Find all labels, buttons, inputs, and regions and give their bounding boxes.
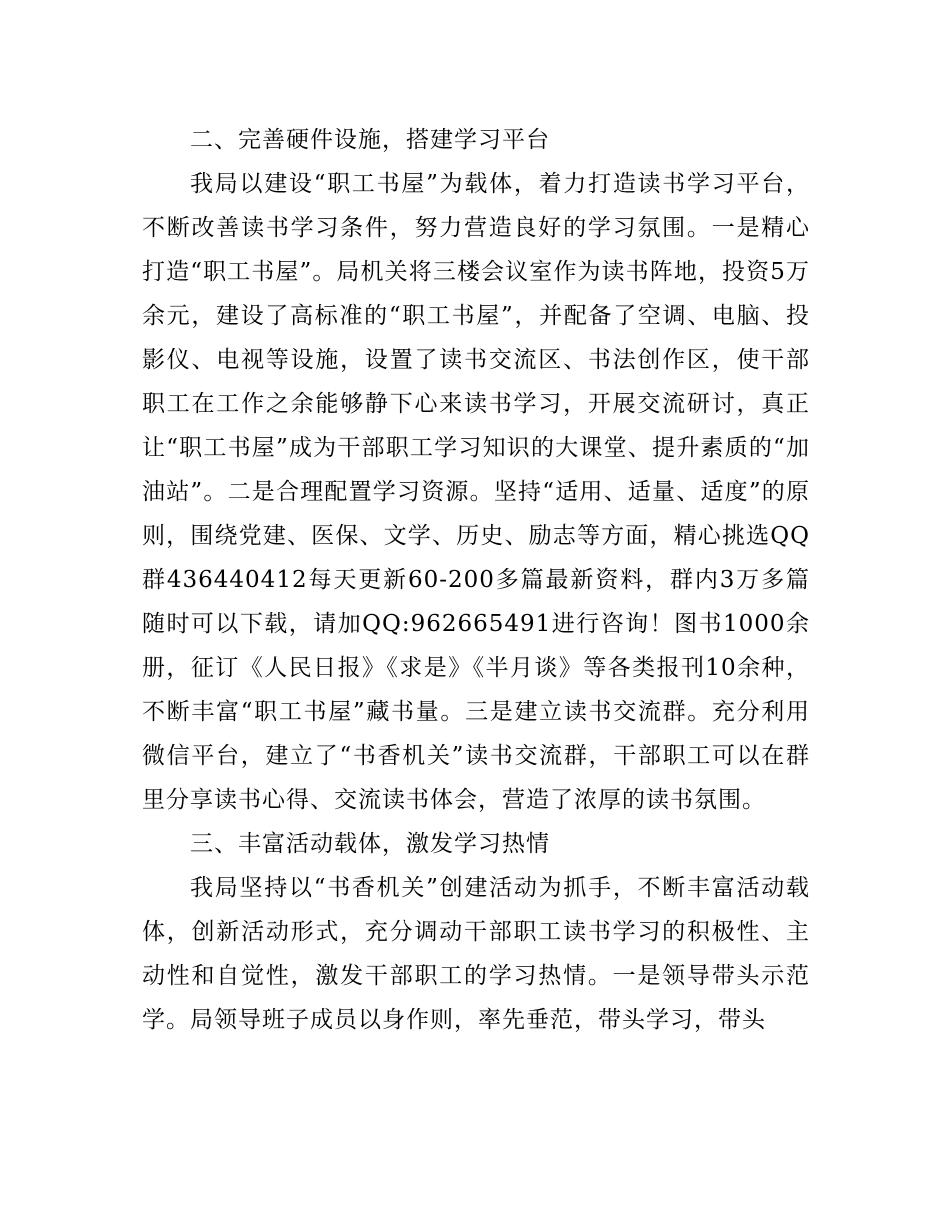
body-paragraph: 我局以建设“职工书屋”为载体，着力打造读书学习平台，不断改善读书学习条件，努力营造良好的学习氛围。一是精心打造“职工书屋”。局机关将三楼会议室作为读书阵地，投资5万余元，建设了高标准的“职工书屋”，并配备了空调、电脑、投影仪、电视等设施，设置了读书交流区、书法创作区，使干部职工在工作之余能够静下心来读书学习，开展交流研讨，真正让“职工书屋”成为干部职工学习知识的大课堂、提升素质的“加油站”。二是合理配置学习资源。坚持“适用、适量、适度”的原则，围绕党建、医保、文学、历史、励志等方面，精心挑选QQ群436440412每天更新60-200多篇最新资料，群内3万多篇随时可以下载，请加QQ:962665491进行咨询！图书1000余册，征订《人民日报》《求是》《半月谈》等各类报刊10余种，不断丰富“职工书屋”藏书量。三是建立读书交流群。充分利用微信平台，建立了“书香机关”读书交流群，干部职工可以在群里分享读书心得、交流读书体会，营造了浓厚的读书氛围。 [142,171,810,813]
section-heading: 二、完善硬件设施，搭建学习平台 [190,127,550,153]
body-paragraph: 我局坚持以“书香机关”创建活动为抓手，不断丰富活动载体，创新活动形式，充分调动干部职工读书学习的积极性、主动性和自觉性，激发干部职工的学习热情。一是领导带头示范学。局领导班子成员以身作则，率先垂范，带头学习，带头 [142,875,810,1033]
document-page [142,118,810,1042]
section-heading: 三、丰富活动载体，激发学习热情 [190,831,550,857]
